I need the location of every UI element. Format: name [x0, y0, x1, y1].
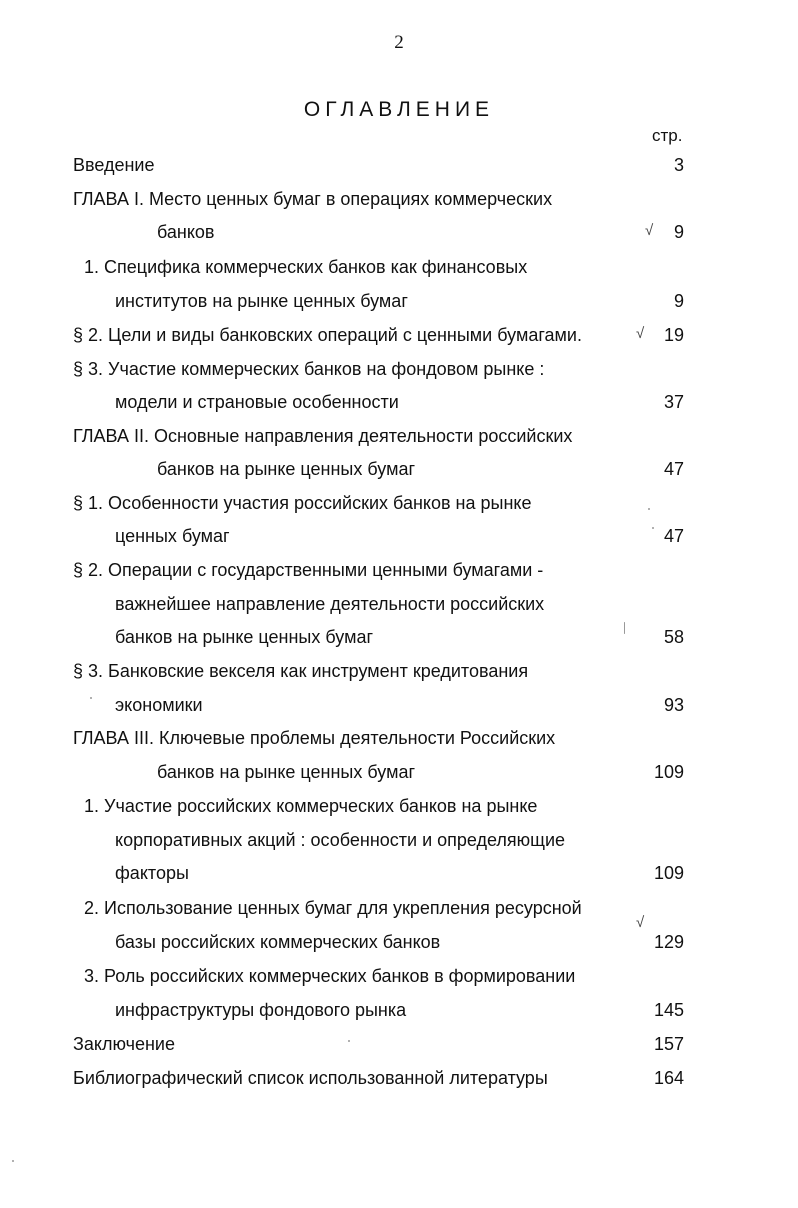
toc-entry-chapter-3: ГЛАВА III. Ключевые проблемы деятельности Российских — [73, 728, 556, 748]
toc-entry-section-2-1-cont: ценных бумаг — [115, 526, 230, 546]
toc-entry-section-2-2: § 2. Операции с государственными ценными бумагами - — [73, 560, 544, 580]
toc-entry-chapter-2-cont: банков на рынке ценных бумаг — [157, 459, 416, 479]
toc-page-number: 37 — [663, 392, 684, 412]
toc-entry-section-1-1: 1. Специфика коммерческих банков как финансовых — [84, 257, 528, 277]
toc-page-number: 164 — [653, 1068, 684, 1088]
toc-entry-section-3-2: 2. Использование ценных бумаг для укрепления ресурсной — [84, 898, 582, 918]
toc-entry-chapter-1-cont: банков — [157, 222, 215, 242]
toc-entry-section-1-2: § 2. Цели и виды банковских операций с ценными бумагами. — [73, 325, 582, 345]
toc-page-number: 47 — [663, 526, 684, 546]
handwritten-check-mark: √ — [636, 914, 645, 931]
toc-entry-section-3-3-cont: инфраструктуры фондового рынка — [115, 1000, 407, 1020]
toc-page-number: 109 — [653, 863, 684, 883]
toc-title: ОГЛАВЛЕНИЕ — [303, 98, 495, 121]
toc-entry-section-2-2-cont: важнейшее направление деятельности российских — [115, 594, 545, 614]
toc-page-number: 145 — [653, 1000, 684, 1020]
toc-page-number: 109 — [653, 762, 684, 782]
toc-entry-section-3-1-cont: корпоративных акций : особенности и определяющие — [115, 830, 566, 850]
toc-page-number: 19 — [663, 325, 684, 345]
toc-page-number: 129 — [653, 932, 684, 952]
toc-entry-introduction: Введение — [73, 155, 155, 175]
handwritten-check-mark: √ — [645, 222, 654, 239]
toc-page-number: 9 — [673, 291, 684, 311]
toc-entry-bibliography: Библиографический список использованной литературы — [73, 1068, 548, 1088]
toc-entry-section-3-1: 1. Участие российских коммерческих банков на рынке — [84, 796, 538, 816]
toc-entry-chapter-1: ГЛАВА I. Место ценных бумаг в операциях коммерческих — [73, 189, 553, 209]
toc-entry-section-1-3: § 3. Участие коммерческих банков на фондовом рынке : — [73, 359, 545, 379]
toc-entry-section-1-3-cont: модели и страновые особенности — [115, 392, 399, 412]
toc-page-number: 58 — [663, 627, 684, 647]
scan-speck — [348, 1040, 350, 1042]
page-number: 2 — [394, 32, 404, 53]
toc-entry-section-1-1-cont: институтов на рынке ценных бумаг — [115, 291, 408, 311]
toc-page-number: 157 — [653, 1034, 684, 1054]
toc-entry-chapter-2: ГЛАВА II. Основные направления деятельности российских — [73, 426, 573, 446]
scan-speck — [90, 697, 92, 699]
toc-entry-section-2-3: § 3. Банковские векселя как инструмент кредитования — [73, 661, 529, 681]
toc-entry-chapter-3-cont: банков на рынке ценных бумаг — [157, 762, 416, 782]
scan-speck — [12, 1160, 14, 1162]
pages-column-label: стр. — [652, 126, 683, 145]
handwritten-check-mark: √ — [636, 325, 645, 342]
scan-speck — [624, 622, 625, 634]
toc-entry-section-2-2-cont2: банков на рынке ценных бумаг — [115, 627, 374, 647]
toc-entry-section-3-1-cont2: факторы — [115, 863, 189, 883]
toc-entry-section-3-3: 3. Роль российских коммерческих банков в формировании — [84, 966, 576, 986]
toc-page-number: 3 — [673, 155, 684, 175]
toc-page-number: 9 — [673, 222, 684, 242]
scan-speck — [648, 508, 650, 510]
toc-entry-section-3-2-cont: базы российских коммерческих банков — [115, 932, 441, 952]
toc-entry-conclusion: Заключение — [73, 1034, 175, 1054]
toc-page-number: 47 — [663, 459, 684, 479]
toc-entry-section-2-1: § 1. Особенности участия российских банков на рынке — [73, 493, 532, 513]
toc-entry-section-2-3-cont: экономики — [115, 695, 203, 715]
toc-page-number: 93 — [663, 695, 684, 715]
scan-speck — [652, 527, 654, 529]
